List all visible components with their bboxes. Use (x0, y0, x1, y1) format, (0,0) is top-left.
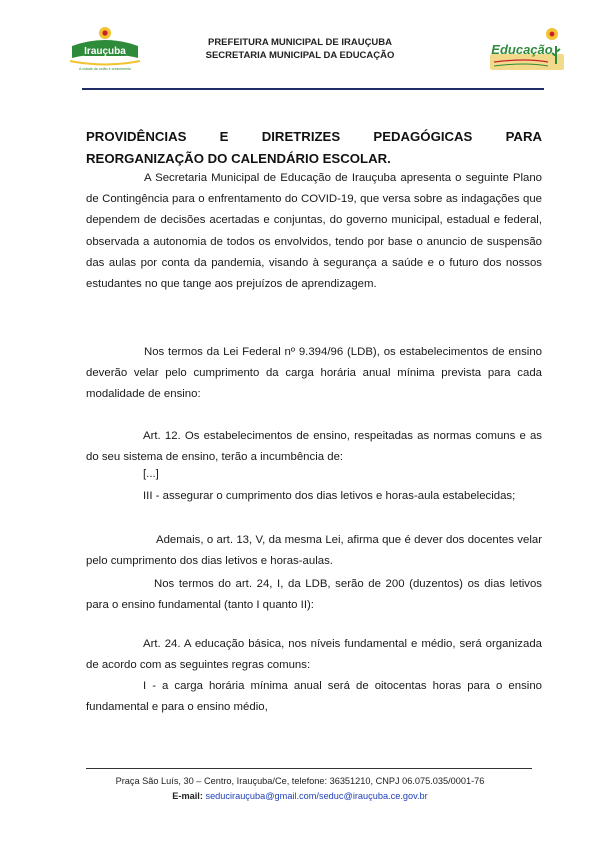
educacao-logo-graphic (486, 24, 568, 74)
quote-inciso-i-text: I - a carga horária mínima anual será de oitocentas horas para o ensino fundamental e para o ensino médio, (86, 680, 542, 714)
quote-inciso-i (86, 676, 542, 718)
quote-art-12 (86, 426, 542, 468)
title-line-2: REORGANIZAÇÃO DO CALENDÁRIO ESCOLAR. (86, 151, 391, 166)
header-institution (150, 36, 450, 62)
footer-email-link[interactable]: seducirauçuba@gmail.com/seduc@irauçuba.ce.gov.br (205, 791, 428, 801)
prefeitura-logo-graphic (64, 24, 146, 72)
logo-right-text: Educação (491, 42, 553, 57)
logo-left-text: Irauçuba (84, 46, 126, 57)
header-divider (82, 88, 544, 90)
logo-left-tagline: A cidade da união e crescimento (79, 67, 131, 71)
quote-art-24-text: Art. 24. A educação básica, nos níveis fundamental e médio, será organizada de acordo com as seguintes regras comuns: (86, 638, 542, 672)
paragraph-art-13-text: Ademais, o art. 13, V, da mesma Lei, afirma que é dever dos docentes velar pelo cumprimento dos dias letivos e horas-aulas. (86, 534, 542, 568)
paragraph-intro (86, 168, 542, 295)
title-line-1: PROVIDÊNCIAS E DIRETRIZES PEDAGÓGICAS PARA (86, 129, 542, 144)
quote-art-24 (86, 634, 542, 676)
paragraph-art-24 (86, 574, 542, 616)
header-line-1: PREFEITURA MUNICIPAL DE IRAUÇUBA (207, 37, 393, 48)
footer-divider (86, 768, 532, 769)
paragraph-intro-text: A Secretaria Municipal de Educação de Irauçuba apresenta o seguinte Plano de Contingência para o enfrentamento do COVID-19, que versa sobre as indagações que dependem de decisões acertadas e conjuntas, do governo municipal, estadual e federal, observada a autonomia de todos os envolvidos, tendo por base o anuncio de suspensão das aulas por conta da pandemia, visando à segurança a saúde e o futuro dos nossos estudantes no que tange aos prejuízos de aprendizagem. (86, 172, 542, 291)
paragraph-ldb-text: Nos termos da Lei Federal nº 9.394/96 (LDB), os estabelecimentos de ensino deverão velar pelo cumprimento da carga horária anual mínima prevista para cada modalidade de ensino: (86, 346, 542, 401)
footer-email-label: E-mail: (172, 791, 203, 801)
footer-email (60, 789, 540, 803)
quote-art-12-text: Art. 12. Os estabelecimentos de ensino, respeitadas as normas comuns e as do seu sistema de ensino, terão a incumbência de: (86, 430, 542, 464)
quote-inciso-iii: III - assegurar o cumprimento dos dias letivos e horas-aula estabelecidas; (143, 490, 516, 502)
document-title (86, 126, 542, 170)
quote-ellipsis: [...] (143, 468, 159, 480)
educacao-logo (486, 24, 568, 74)
footer-address: Praça São Luís, 30 – Centro, Irauçuba/Ce, telefone: 36351210, CNPJ 06.075.035/0001-76 (115, 776, 485, 786)
header-line-2: SECRETARIA MUNICIPAL DA EDUCAÇÃO (205, 50, 395, 61)
paragraph-art-24-text: Nos termos do art. 24, I, da LDB, serão de 200 (duzentos) os dias letivos para o ensino fundamental (tanto I quanto II): (86, 578, 542, 612)
paragraph-ldb (86, 342, 542, 406)
paragraph-art-13 (86, 530, 542, 572)
prefeitura-logo (64, 24, 146, 72)
